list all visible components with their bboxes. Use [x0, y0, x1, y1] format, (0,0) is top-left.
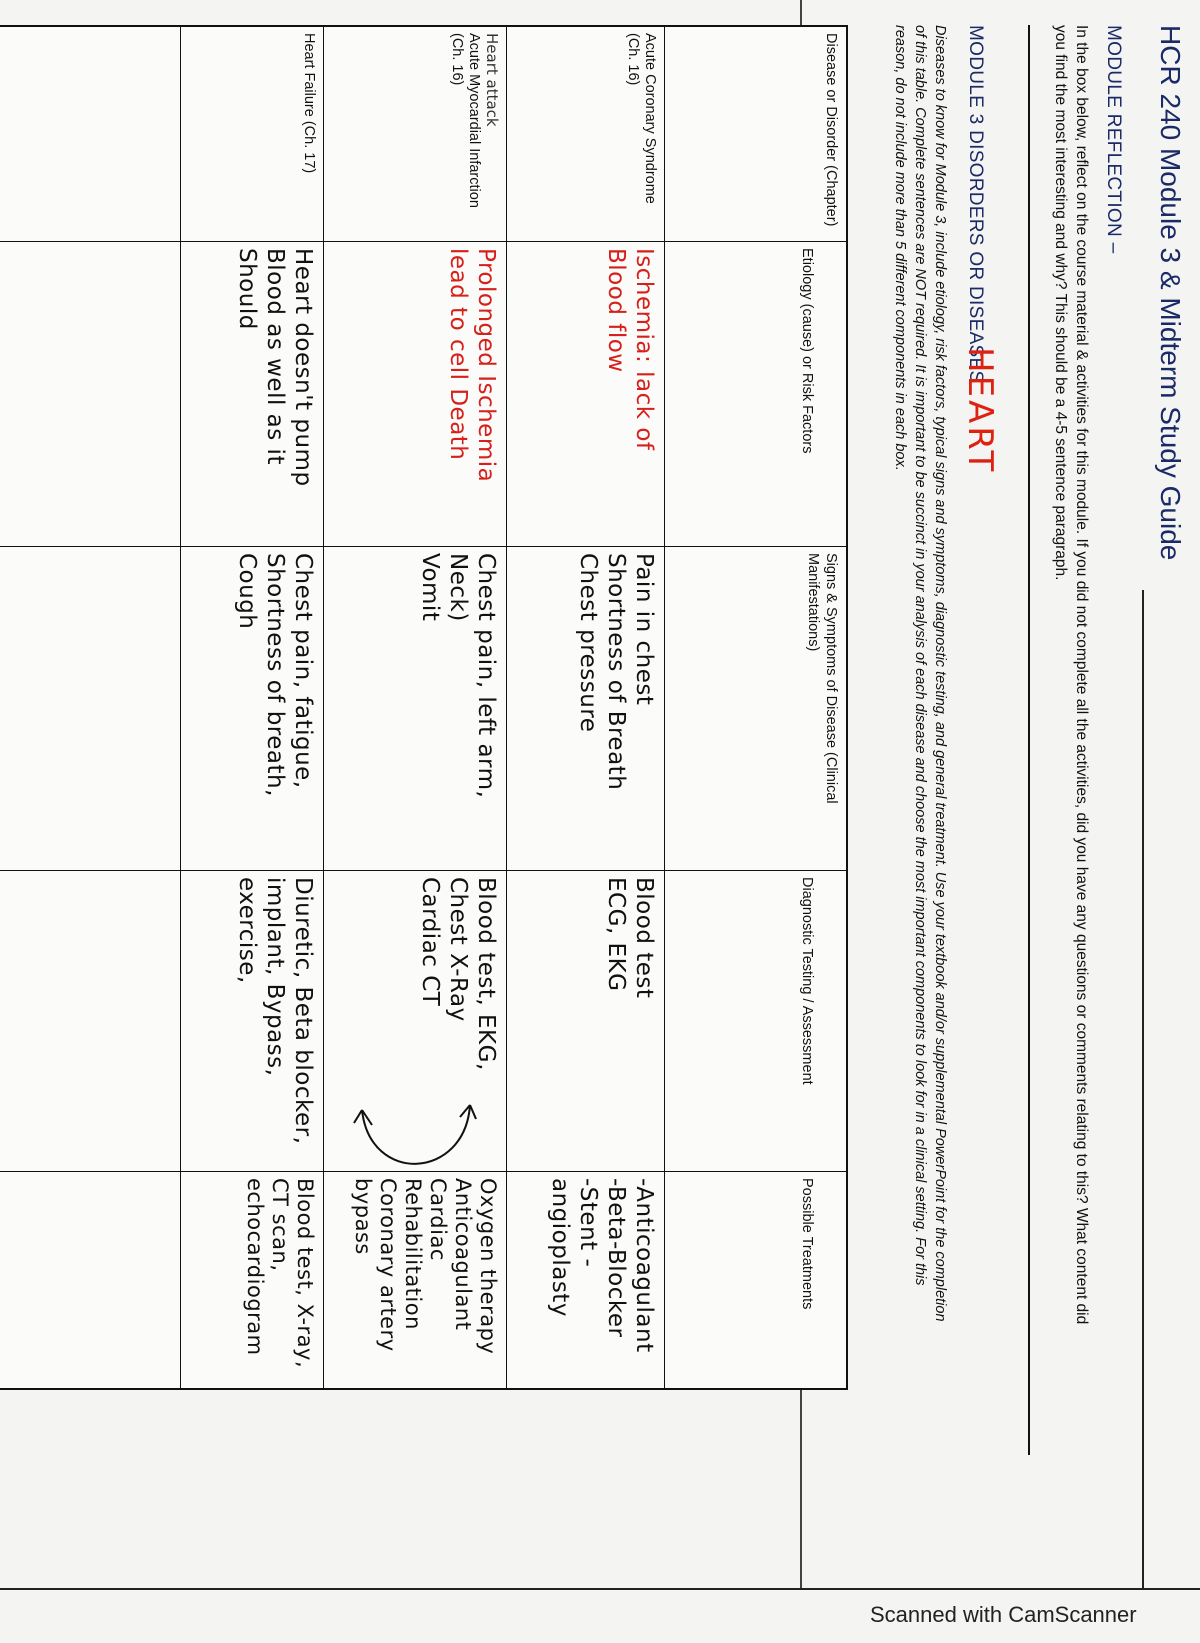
- empty-cell: [0, 27, 180, 242]
- etiology-cell: Prolonged Ischemia lead to cell Death: [323, 242, 506, 547]
- reflection-instructions: In the box below, reflect on the course material & activities for this module. If you did not complete all the activities, did you have any questions or comments relating to this? What content did you find the most interesting and why? This should be a 4-5 sentence paragraph.: [1052, 25, 1090, 1325]
- handdrawn-swap-arrow-icon: [350, 1085, 480, 1195]
- handwritten-heart-tag: HEART: [960, 347, 1000, 475]
- signs-cell: Chest pain, fatigue, Shortness of breath, Cough: [180, 547, 323, 871]
- signs-cell: Pain in chest Shortness of Breath Chest pressure: [506, 547, 664, 871]
- disease-name: [180, 27, 323, 242]
- header-signs: Signs & Symptoms of Disease (Clinical Manifestations): [664, 547, 846, 871]
- section-divider: [1028, 25, 1030, 1455]
- reflection-heading: MODULE REFLECTION –: [1103, 25, 1124, 254]
- treatment-cell: -Anticoagulant -Beta-Blocker -Stent - angioplasty: [506, 1172, 664, 1388]
- signs-cell: Chest pain, left arm, Neck) Vomit: [323, 547, 506, 871]
- disorders-instructions: Diseases to know for Module 3, include etiology, risk factors, typical signs and symptoms, diagnostic testing, and general treatment. Use your textbook and/or supplemental PowerPoint for the completion of this table. Complete sentences are NOT required. It is important to be succinct in your analysis of each disease and choose the most important components to look for in a clinical setting. For this reason, do not include more than 5 different components in each box.: [892, 25, 948, 1322]
- diagnostic-cell: Diuretic, Beta blocker, implant, Bypass, exercise,: [180, 871, 323, 1172]
- disease-label: Acute Coronary Syndrome (Ch. 16): [625, 33, 658, 204]
- empty-cell: [0, 547, 180, 871]
- etiology-cell: Heart doesn't pump Blood as well as it Should: [180, 242, 323, 547]
- disease-name: [506, 27, 664, 242]
- disease-name: [323, 27, 506, 242]
- header-disease: Disease or Disorder (Chapter): [664, 27, 846, 242]
- page-title: HCR 240 Module 3 & Midterm Study Guide: [1155, 25, 1186, 561]
- study-guide-page: [10, 25, 1200, 1565]
- diagnostic-cell: Blood test, EKG, Chest X-Ray Cardiac CT: [323, 871, 506, 1172]
- empty-cell: [0, 871, 180, 1172]
- etiology-cell: Ischemia: lack of Blood flow: [506, 242, 664, 547]
- disorders-heading: MODULE 3 DISORDERS OR DISEASES: [965, 25, 986, 384]
- disease-label: Heart Failure (Ch. 17): [301, 33, 317, 174]
- empty-cell: [0, 1172, 180, 1388]
- scanner-footer-text: Scanned with CamScanner: [870, 1602, 1137, 1627]
- disease-label: Acute Myocardial Infarction (Ch. 16): [449, 33, 482, 208]
- empty-cell: [0, 242, 180, 547]
- treatment-cell: Blood test, X-ray, CT scan, echocardiogram: [180, 1172, 323, 1388]
- treatment-cell: Oxygen therapy Anticoagulant Cardiac Rehabilitation Coronary artery bypass: [323, 1172, 506, 1388]
- header-treatments: Possible Treatments: [664, 1172, 846, 1388]
- handwritten-note: Heart attack: [483, 33, 501, 127]
- header-diagnostic: Diagnostic Testing / Assessment: [664, 871, 846, 1172]
- header-etiology: Etiology (cause) or Risk Factors: [664, 242, 846, 547]
- diagnostic-cell: Blood test ECG, EKG: [506, 871, 664, 1172]
